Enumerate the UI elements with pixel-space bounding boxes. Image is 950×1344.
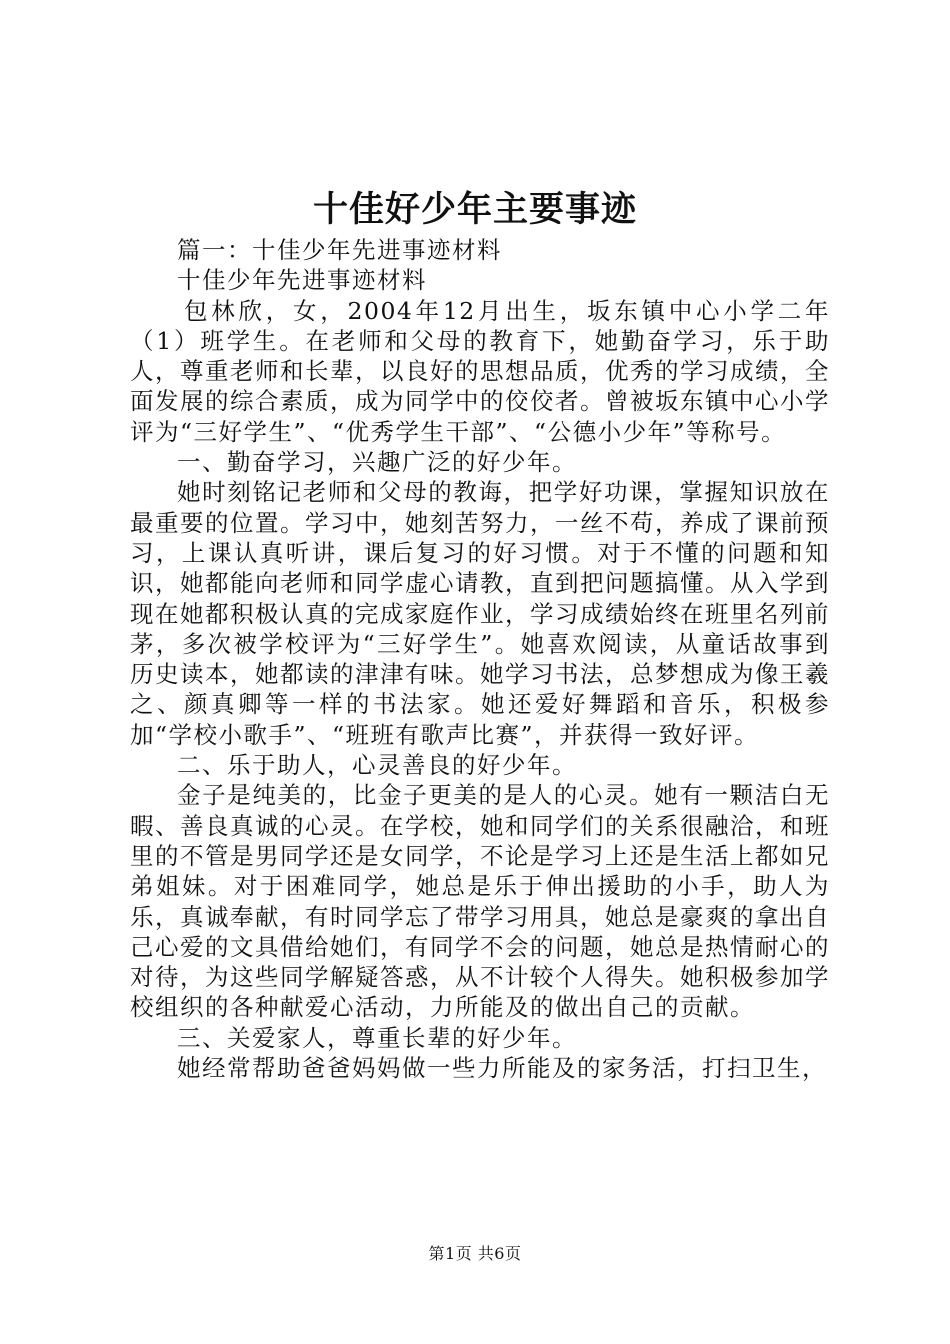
page-number-footer: 第1页 共6页 (428, 1244, 522, 1263)
section-heading: 一、勤奋学习，兴趣广泛的好少年。 (177, 448, 577, 477)
paragraph: 她时刻铭记老师和父母的教诲，把学好功课，掌握知识放在最重要的位置。学习中，她刻苦努力，一丝不苟，养成了课前预习，上课认真听讲，课后复习的好习惯。对于不懂的问题和知识，她都能向老师和同学虚心请教，直到把问题搞懂。从入学到现在她都积极认真的完成家庭作业，学习成绩始终在班里名列前茅，多次被学校评为“三好学生”。她喜欢阅读，从童话故事到历史读本，她都读的津津有味。她学习书法，总梦想成为像王羲之、颜真卿等一样的书法家。她还爱好舞蹈和音乐，积极参加“学校小歌手”、“班班有歌声比赛”，并获得一致好评。 (130, 478, 830, 749)
paragraph: 她经常帮助爸爸妈妈做一些力所能及的家务活，打扫卫生， (177, 1054, 827, 1083)
document-body (130, 235, 830, 1083)
paragraph: 包林欣，女，2004年12月出生，坂东镇中心小学二年（1）班学生。在老师和父母的教育下，她勤奋学习，乐于助人，尊重老师和长辈，以良好的思想品质，优秀的学习成绩，全面发展的综合素质，成为同学中的佼佼者。曾被坂东镇中心小学评为“三好学生”、“优秀学生干部”、“公德小少年”等称号。 (130, 296, 830, 446)
document-title: 十佳好少年主要事迹 (312, 189, 637, 230)
paragraph: 金子是纯美的，比金子更美的是人的心灵。她有一颗洁白无暇、善良真诚的心灵。在学校，她和同学们的关系很融洽，和班里的不管是男同学还是女同学，不论是学习上还是生活上都如兄弟姐妹。对于困难同学，她总是乐于伸出援助的小手，助人为乐，真诚奉献，有时同学忘了带学习用具，她总是豪爽的拿出自己心爱的文具借给她们，有同学不会的问题，她总是热情耐心的对待，为这些同学解疑答惑，从不计较个人得失。她积极参加学校组织的各种献爱心活动，力所能及的做出自己的贡献。 (130, 781, 830, 1022)
sub-heading: 十佳少年先进事迹材料 (177, 266, 427, 295)
section-heading: 二、乐于助人，心灵善良的好少年。 (177, 751, 577, 780)
section-heading: 篇一：十佳少年先进事迹材料 (177, 236, 502, 264)
section-heading: 三、关爱家人，尊重长辈的好少年。 (177, 1023, 577, 1052)
